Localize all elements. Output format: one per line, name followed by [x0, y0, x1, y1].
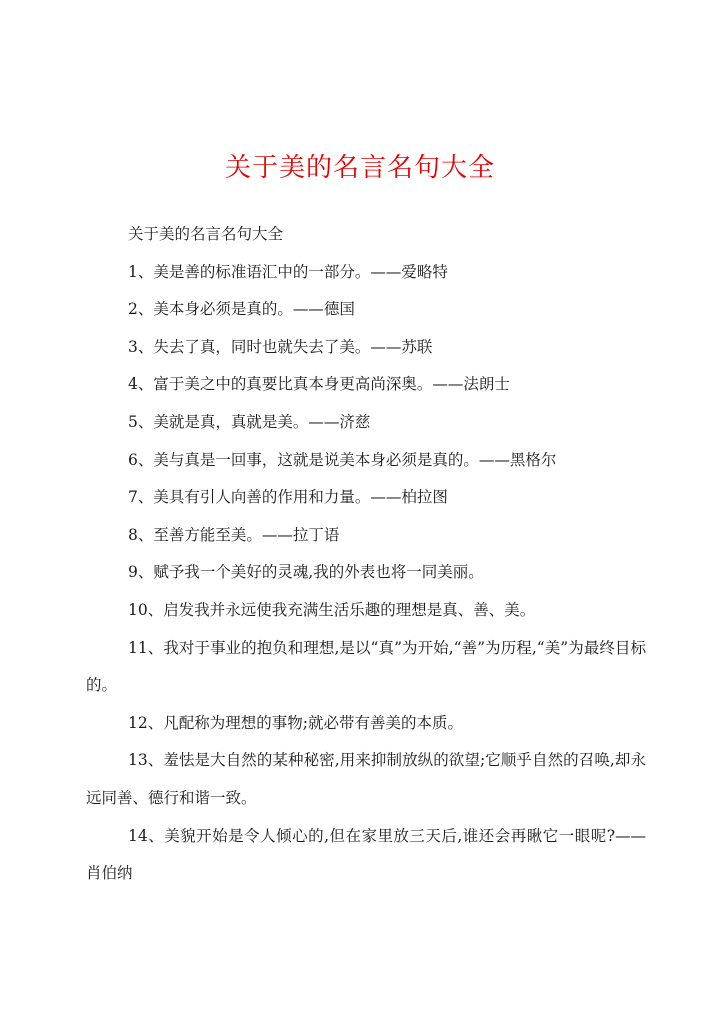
quote-paragraph: 9、赋予我一个美好的灵魂,我的外表也将一同美丽。: [128, 563, 484, 582]
quote-paragraph: 10、启发我并永远使我充满生活乐趣的理想是真、善、美。: [128, 600, 536, 619]
intro-paragraph: 关于美的名言名句大全: [128, 225, 284, 243]
quote-paragraph: 2、美本身必须是真的。——德国: [128, 300, 355, 319]
quote-paragraph: 11、我对于事业的抱负和理想,是以“真”为开始,“善”为历程,“美”为最终目标的。: [86, 638, 646, 695]
quote-paragraph: 4、富于美之中的真要比真本身更高尚深奥。——法朗士: [128, 375, 510, 394]
quote-paragraph: 14、美貌开始是令人倾心的,但在家里放三天后,谁还会再瞅它一眼呢?——肖伯纳: [86, 826, 646, 883]
document-title: 关于美的名言名句大全: [224, 153, 495, 183]
quote-paragraph: 5、美就是真，真就是美。——济慈: [128, 412, 371, 431]
quote-paragraph: 6、美与真是一回事，这就是说美本身必须是真的。——黑格尔: [128, 450, 557, 469]
quote-paragraph: 8、至善方能至美。——拉丁语: [128, 525, 340, 544]
document-body: [86, 216, 646, 893]
quote-paragraph: 13、羞怯是大自然的某种秘密,用来抑制放纵的欲望;它顺乎自然的召唤,却永远同善、德行和谐一致。: [86, 751, 646, 807]
quote-paragraph: 3、失去了真，同时也就失去了美。——苏联: [128, 337, 433, 356]
quote-paragraph: 1、美是善的标准语汇中的一部分。——爱略特: [128, 262, 448, 281]
quote-paragraph: 7、美具有引人向善的作用和力量。——柏拉图: [128, 488, 448, 507]
quote-paragraph: 12、凡配称为理想的事物;就必带有善美的本质。: [128, 713, 463, 732]
